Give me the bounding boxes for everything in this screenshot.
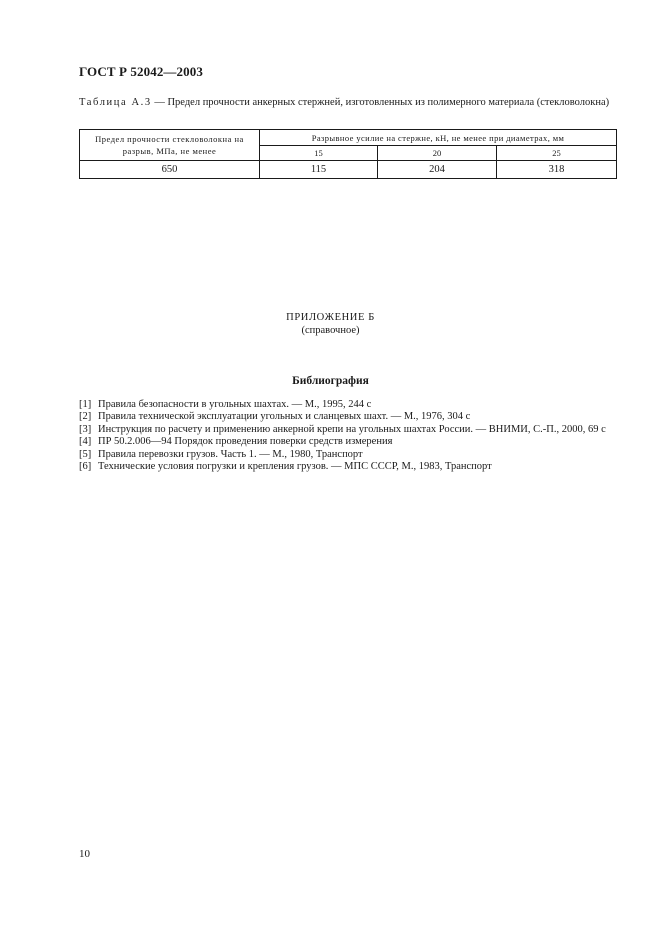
header-cell-diameter-20: 20	[378, 146, 497, 161]
bib-item-text: ПР 50.2.006—94 Порядок проведения поверки средств измерения	[98, 436, 393, 448]
header-cell-strength: Предел прочности стекловолокна на разрыв, МПа, не менее	[80, 130, 260, 161]
list-item	[79, 424, 619, 436]
list-item	[79, 436, 619, 448]
bib-item-text: Правила безопасности в угольных шахтах. — М., 1995, 244 с	[98, 399, 372, 410]
bibliography-title: Библиография	[292, 375, 369, 387]
bib-item-number: [4]	[79, 436, 92, 448]
bib-item-number: [1]	[79, 399, 92, 410]
appendix-subtitle: (справочное)	[301, 325, 360, 336]
bib-item-number: [2]	[79, 411, 92, 423]
strength-table	[79, 129, 617, 179]
table-caption-text: — Предел прочности анкерных стержней, изготовленных из полимерного материала (стекловолокна)	[151, 97, 610, 108]
bibliography-list	[79, 399, 619, 473]
header-cell-diameter-25: 25	[497, 146, 617, 161]
bib-item-number: [3]	[79, 423, 92, 435]
table-cell-value-25: 318	[497, 161, 617, 179]
page-number: 10	[79, 848, 90, 860]
bib-item-number: [5]	[79, 448, 92, 460]
appendix-title: ПРИЛОЖЕНИЕ Б	[286, 312, 375, 323]
document-header: ГОСТ Р 52042—2003	[79, 64, 203, 79]
table-cell-strength: 650	[80, 161, 260, 179]
table-cell-value-15: 115	[260, 161, 378, 179]
table-cell-value-20: 204	[378, 161, 497, 179]
bib-item-text: Правила перевозки грузов. Часть 1. — М., 1980, Транспорт	[98, 448, 363, 460]
bib-item-text: Правила технической эксплуатации угольных и сланцевых шахт. — М., 1976, 304 с	[98, 411, 471, 423]
table-caption	[79, 96, 616, 109]
list-item	[79, 411, 619, 423]
table-header-row	[80, 130, 617, 146]
bib-item-number: [6]	[79, 461, 92, 473]
table-row	[80, 161, 617, 179]
bib-item-text: Технические условия погрузки и крепления грузов. — МПС СССР, М., 1983, Транспорт	[98, 461, 492, 473]
list-item	[79, 449, 619, 461]
table-caption-label: Таблица А.3	[79, 97, 152, 108]
list-item	[79, 399, 619, 411]
list-item	[79, 461, 619, 473]
bib-item-text: Инструкция по расчету и применению анкерной крепи на угольных шахтах России. — ВНИМИ, С.-П., 2000, 69 с	[98, 423, 606, 435]
header-cell-breaking-force: Разрывное усилие на стержне, кН, не менее при диаметрах, мм	[260, 130, 617, 146]
header-cell-diameter-15: 15	[260, 146, 378, 161]
